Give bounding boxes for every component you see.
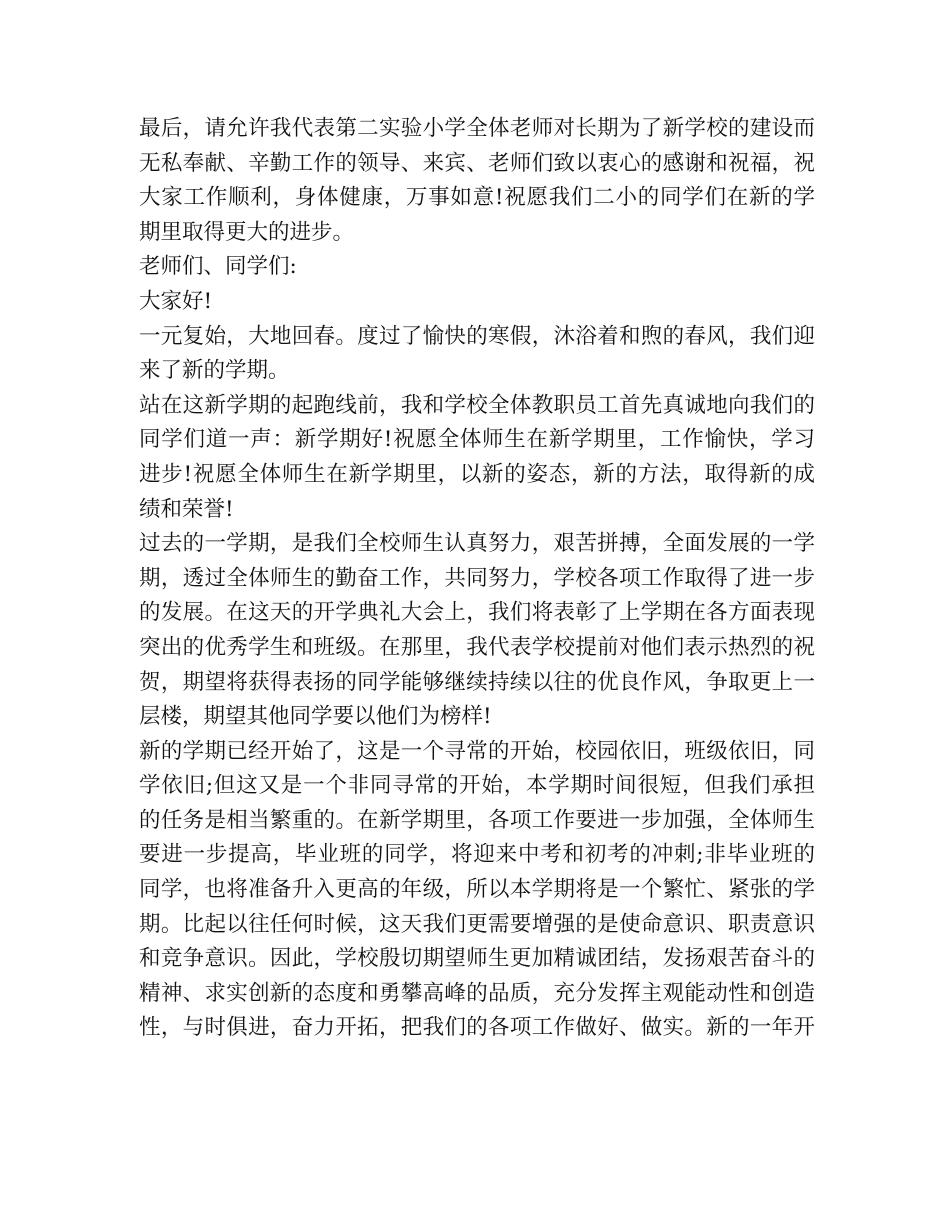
text-line: 同学，也将准备升入更高的年级，所以本学期将是一个繁忙、紧张的学 [139,877,815,903]
text-line: 大家工作顺利，身体健康，万事如意!祝愿我们二小的同学们在新的学 [139,185,815,211]
text-line: 站在这新学期的起跑线前，我和学校全体教职员工首先真诚地向我们的 [139,392,815,418]
text-line: 大家好! [139,288,213,314]
text-line: 学依旧;但这又是一个非同寻常的开始，本学期时间很短，但我们承担 [139,773,815,799]
text-line: 同学们道一声：新学期好!祝愿全体师生在新学期里，工作愉快，学习 [139,427,815,453]
text-line: 绩和荣誉! [139,496,234,522]
text-line: 的任务是相当繁重的。在新学期里，各项工作要进一步加强，全体师生 [139,807,815,833]
text-line: 过去的一学期，是我们全校师生认真努力，艰苦拼搏，全面发展的一学 [139,531,815,557]
text-line: 新的学期已经开始了，这是一个寻常的开始，校园依旧，班级依旧，同 [139,738,815,764]
text-line: 要进一步提高，毕业班的同学，将迎来中考和初考的冲刺;非毕业班的 [139,842,815,868]
text-line: 一元复始，大地回春。度过了愉快的寒假，沐浴着和煦的春风，我们迎 [139,323,815,349]
text-line: 来了新的学期。 [139,358,290,384]
text-line: 的发展。在这天的开学典礼大会上，我们将表彰了上学期在各方面表现 [139,600,815,626]
text-line: 和竞争意识。因此，学校殷切期望师生更加精诚团结，发扬艰苦奋斗的 [139,946,815,972]
text-line: 期。比起以往任何时候，这天我们更需要增强的是使命意识、职责意识 [139,911,815,937]
text-line: 最后，请允许我代表第二实验小学全体老师对长期为了新学校的建设而 [139,116,815,141]
text-line: 精神、求实创新的态度和勇攀高峰的品质，充分发挥主观能动性和创造 [139,980,815,1006]
document-body [139,112,815,1046]
text-line: 期，透过全体师生的勤奋工作，共同努力，学校各项工作取得了进一步 [139,565,815,591]
text-line: 层楼，期望其他同学要以他们为榜样! [139,704,492,730]
text-line: 期里取得更大的进步。 [139,219,355,245]
text-line: 突出的优秀学生和班级。在那里，我代表学校提前对他们表示热烈的祝 [139,634,815,660]
text-line: 贺，期望将获得表扬的同学能够继续持续以往的优良作风，争取更上一 [139,669,815,695]
text-line: 进步!祝愿全体师生在新学期里，以新的姿态，新的方法，取得新的成 [139,461,815,487]
text-line: 性，与时俱进，奋力开拓，把我们的各项工作做好、做实。新的一年开 [139,1015,815,1041]
text-line: 老师们、同学们: [139,254,297,280]
text-line: 无私奉献、辛勤工作的领导、来宾、老师们致以衷心的感谢和祝福，祝 [139,150,815,176]
